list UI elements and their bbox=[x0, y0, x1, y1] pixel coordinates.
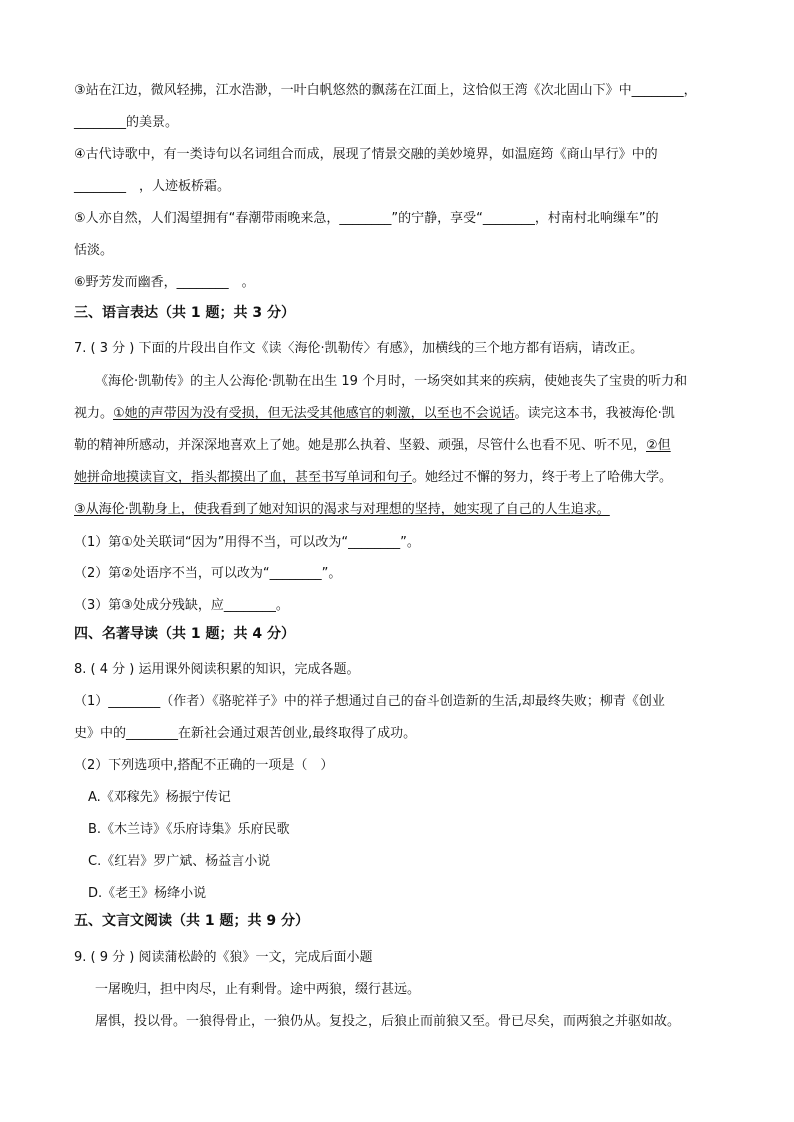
poem-fill-5-line2: 恬淡。 bbox=[74, 243, 114, 258]
q8-option-b: B.《木兰诗》《乐府诗集》乐府民歌 bbox=[88, 822, 290, 837]
q7-text: 视力。 bbox=[74, 406, 114, 421]
question-9-header: 9. ( 9 分 ) 阅读蒲松龄的《狼》一文，完成后面小题 bbox=[74, 950, 373, 965]
q7-text: 勒的精神所感动，并深深地喜欢上了她。她是那么执着、坚毅、顽强，尽管什么也看不见、听不见， bbox=[74, 438, 647, 453]
poem-fill-4-line1: ④古代诗歌中，有一类诗句以名词组合而成，展现了情景交融的美妙境界，如温庭筠《商山早行》中的 bbox=[74, 147, 658, 162]
q7-error-1: ①她的声带因为没有受损，但无法受其他感官的刺激，以至也不会说话 bbox=[113, 406, 515, 421]
q7-passage-line3 bbox=[74, 437, 722, 455]
question-7-header: 7. ( 3 分 ) 下面的片段出自作文《读〈海伦·凯勒传〉有感》，加横线的三个地方都有语病，请改正。 bbox=[74, 341, 644, 356]
q7-text: 。读完这本书，我被海伦·凯 bbox=[514, 406, 675, 421]
poem-fill-4-line2: ________ ，人迹板桥霜。 bbox=[74, 179, 231, 194]
q8-option-c: C.《红岩》罗广斌、杨益言小说 bbox=[88, 854, 271, 869]
q7-passage-line2 bbox=[74, 405, 722, 423]
q7-error-2-start: ②但 bbox=[646, 438, 671, 453]
q8-sub-1-line2: 史》中的________在新社会通过艰苦创业,最终取得了成功。 bbox=[74, 726, 417, 741]
question-8-header: 8. ( 4 分 ) 运用课外阅读积累的知识，完成各题。 bbox=[74, 662, 360, 677]
q8-sub-1-line1: （1）________（作者）《骆驼祥子》中的祥子想通过自己的奋斗创造新的生活,却最终失败；柳青《创业 bbox=[74, 694, 665, 709]
q7-passage-line4 bbox=[74, 469, 722, 487]
q8-option-a: A.《邓稼先》杨振宁传记 bbox=[88, 790, 231, 805]
q7-error-3: ③从海伦·凯勒身上，使我看到了她对知识的渴求与对理想的坚持，她实现了自己的人生追求。 bbox=[74, 502, 610, 517]
section-3-heading: 三、语言表达（共 1 题；共 3 分） bbox=[74, 305, 295, 321]
q7-sub-3: （3）第③处成分残缺，应________。 bbox=[74, 598, 289, 613]
q9-passage-line2: 屠惧，投以骨。一狼得骨止，一狼仍从。复投之，后狼止而前狼又至。骨已尽矣，而两狼之并驱如故。 bbox=[95, 1014, 681, 1029]
section-5-heading: 五、文言文阅读（共 1 题；共 9 分） bbox=[74, 913, 309, 929]
q7-error-2-end: 她拼命地摸读盲文，指头都摸出了血，甚至书写单词和句子 bbox=[74, 470, 413, 485]
q7-text: 。她经过不懈的努力，终于考上了哈佛大学。 bbox=[412, 470, 673, 485]
q7-sub-1: （1）第①处关联词“因为”用得不当，可以改为“________”。 bbox=[74, 535, 420, 550]
q7-passage-line1: 《海伦·凯勒传》的主人公海伦·凯勒在出生 19 个月时，一场突如其来的疾病，使她丧失了宝贵的听力和 bbox=[95, 374, 688, 389]
q8-sub-2: （2）下列选项中,搭配不正确的一项是（ ） bbox=[74, 758, 334, 773]
poem-fill-3-line2: ________的美景。 bbox=[74, 115, 179, 130]
section-4-heading: 四、名著导读（共 1 题；共 4 分） bbox=[74, 626, 295, 642]
poem-fill-3-line1: ③站在江边，微风轻拂，江水浩渺，一叶白帆悠然的飘荡在江面上，这恰似王湾《次北固山下》中________， bbox=[74, 83, 697, 98]
poem-fill-5-line1: ⑤人亦自然，人们渴望拥有“春潮带雨晚来急，________”的宁静，享受“________，村南村北响缫车”的 bbox=[74, 211, 659, 226]
q9-passage-line1: 一屠晚归，担中肉尽，止有剩骨。途中两狼，缀行甚远。 bbox=[95, 982, 421, 997]
poem-fill-6: ⑥野芳发而幽香，________ 。 bbox=[74, 275, 255, 290]
q8-option-d: D.《老王》杨绛小说 bbox=[88, 886, 207, 901]
q7-passage-line5 bbox=[74, 501, 722, 519]
q7-sub-2: （2）第②处语序不当，可以改为“________”。 bbox=[74, 566, 342, 581]
